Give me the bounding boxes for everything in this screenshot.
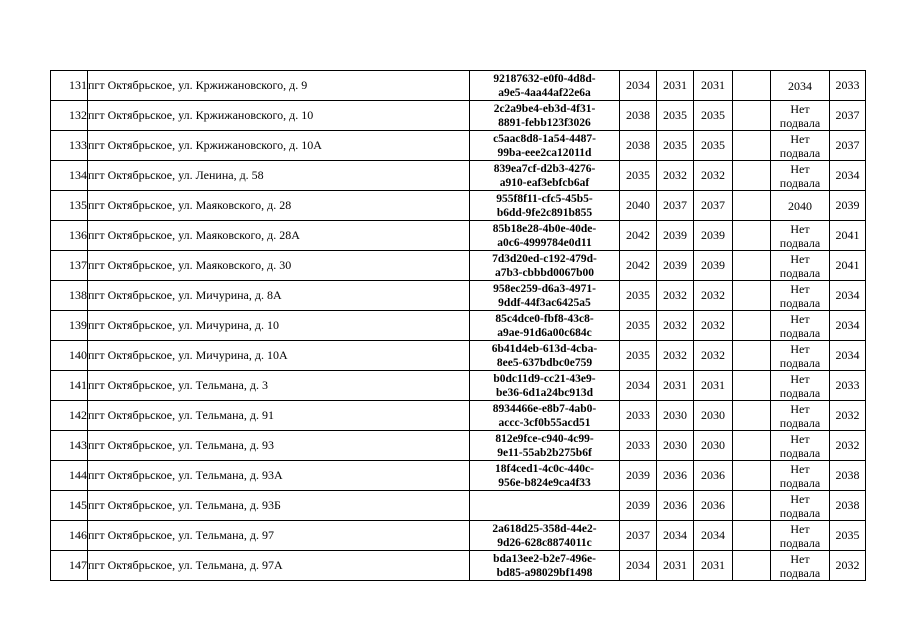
basement-line: подвала [779,475,821,490]
basement-cell [771,71,830,101]
year-cell: 2032 [694,311,733,341]
basement-cell [771,311,830,341]
fias-code-cell [470,251,620,281]
year-cell: 2035 [620,311,657,341]
empty-cell [733,191,771,221]
empty-cell [733,371,771,401]
fias-code-line: a0c6-4999784e0d11 [497,236,592,249]
fias-code-cell [470,371,620,401]
basement-cell [771,221,830,251]
fias-code-cell [470,491,620,521]
row-number-cell: 143 [51,431,88,461]
address-cell: пгт Октябрьское, ул. Маяковского, д. 30 [88,251,470,281]
fias-code-line: bd85-a98029bf1498 [496,566,593,579]
table-row [51,551,866,581]
basement-cell [771,371,830,401]
table-row [51,101,866,131]
empty-cell [733,101,771,131]
housing-table [50,70,866,581]
year-cell: 2032 [694,161,733,191]
fias-code-line: c5aac8d8-1a54-4487- [493,132,596,145]
empty-cell [733,251,771,281]
year-cell: 2036 [694,491,733,521]
year-cell: 2035 [694,101,733,131]
year-cell: 2040 [620,191,657,221]
fias-code-cell [470,191,620,221]
fias-code-cell [470,161,620,191]
basement-line: Нет [790,371,810,386]
year-cell: 2036 [694,461,733,491]
row-number-cell: 144 [51,461,88,491]
year-cell: 2041 [830,251,866,281]
year-cell: 2037 [620,521,657,551]
fias-code-line: 955f8f11-cfc5-45b5- [496,192,593,205]
basement-line: подвала [779,295,821,310]
basement-line: 2034 [788,78,812,93]
year-cell: 2042 [620,251,657,281]
year-cell: 2039 [620,461,657,491]
address-cell: пгт Октябрьское, ул. Маяковского, д. 28А [88,221,470,251]
year-cell: 2032 [694,341,733,371]
year-cell: 2031 [657,551,694,581]
year-cell: 2031 [657,71,694,101]
row-number-cell: 139 [51,311,88,341]
basement-line: подвала [779,415,821,430]
table-row [51,191,866,221]
year-cell: 2032 [657,341,694,371]
basement-line: Нет [790,461,810,476]
row-number-cell: 136 [51,221,88,251]
empty-cell [733,161,771,191]
empty-cell [733,461,771,491]
basement-cell [771,551,830,581]
fias-code-line: b6dd-9fe2c891b855 [496,206,593,219]
fias-code-line: 958ec259-d6a3-4971- [493,282,596,295]
year-cell: 2032 [830,431,866,461]
year-cell: 2036 [657,461,694,491]
address-cell: пгт Октябрьское, ул. Кржижановского, д. 10А [88,131,470,161]
address-cell: пгт Октябрьское, ул. Тельмана, д. 93Б [88,491,470,521]
year-cell: 2033 [620,431,657,461]
address-cell: пгт Октябрьское, ул. Тельмана, д. 97А [88,551,470,581]
row-number-cell: 133 [51,131,88,161]
basement-cell [771,281,830,311]
fias-code-line: a910-eaf3ebfcb6af [499,176,590,189]
empty-cell [733,491,771,521]
year-cell: 2034 [830,281,866,311]
fias-code-cell [470,401,620,431]
year-cell: 2038 [620,101,657,131]
fias-code-line: 8891-febb123f3026 [498,116,591,129]
fias-code-line: accc-3cf0b55acd51 [498,416,591,429]
year-cell: 2031 [694,371,733,401]
year-cell: 2030 [657,431,694,461]
year-cell: 2030 [657,401,694,431]
basement-line: 2040 [788,198,812,213]
fias-code-line: bda13ee2-b2e7-496e- [493,552,596,565]
year-cell: 2030 [694,401,733,431]
year-cell: 2033 [830,71,866,101]
table-row [51,491,866,521]
fias-code-line: 2c2a9be4-eb3d-4f31- [493,102,596,115]
address-cell: пгт Октябрьское, ул. Тельмана, д. 97 [88,521,470,551]
fias-code-line: 9d26-628c8874011c [497,536,592,549]
year-cell: 2035 [694,131,733,161]
row-number-cell: 142 [51,401,88,431]
year-cell: 2034 [830,161,866,191]
year-cell: 2033 [620,401,657,431]
table-row [51,311,866,341]
basement-line: подвала [779,355,821,370]
fias-code-cell [470,71,620,101]
address-cell: пгт Октябрьское, ул. Маяковского, д. 28 [88,191,470,221]
year-cell: 2038 [620,131,657,161]
basement-line: Нет [790,311,810,326]
year-cell: 2034 [620,71,657,101]
fias-code-line: 9ddf-44f3ac6425a5 [498,296,591,309]
year-cell: 2039 [657,251,694,281]
table-row [51,161,866,191]
table-body [51,71,866,581]
basement-cell [771,521,830,551]
basement-line: подвала [779,505,821,520]
table-row [51,371,866,401]
row-number-cell: 137 [51,251,88,281]
year-cell: 2031 [657,371,694,401]
fias-code-cell [470,131,620,161]
fias-code-line: 6b41d4eb-613d-4cba- [491,342,598,355]
row-number-cell: 132 [51,101,88,131]
fias-code-line: 18f4ced1-4c0c-440c- [495,462,594,475]
year-cell: 2033 [830,371,866,401]
year-cell: 2034 [694,521,733,551]
year-cell: 2034 [830,311,866,341]
fias-code-cell [470,281,620,311]
fias-code-cell [470,551,620,581]
fias-code-line: 85c4dce0-fbf8-43c8- [495,312,594,325]
year-cell: 2035 [657,131,694,161]
year-cell: 2039 [694,221,733,251]
address-cell: пгт Октябрьское, ул. Тельмана, д. 93А [88,461,470,491]
year-cell: 2037 [694,191,733,221]
fias-code-cell [470,431,620,461]
basement-line: подвала [779,175,821,190]
basement-line: Нет [790,341,810,356]
table-row [51,521,866,551]
year-cell: 2034 [830,341,866,371]
year-cell: 2037 [830,131,866,161]
empty-cell [733,521,771,551]
address-cell: пгт Октябрьское, ул. Мичурина, д. 10 [88,311,470,341]
year-cell: 2035 [830,521,866,551]
basement-cell [771,251,830,281]
fias-code-line: 839ea7cf-d2b3-4276- [493,162,596,175]
address-cell: пгт Октябрьское, ул. Ленина, д. 58 [88,161,470,191]
empty-cell [733,341,771,371]
basement-line: подвала [779,445,821,460]
basement-line: Нет [790,401,810,416]
basement-cell [771,161,830,191]
basement-cell [771,191,830,221]
year-cell: 2031 [694,71,733,101]
empty-cell [733,221,771,251]
year-cell: 2032 [830,551,866,581]
table-row [51,461,866,491]
year-cell: 2039 [657,221,694,251]
basement-line: Нет [790,251,810,266]
table-row [51,251,866,281]
basement-line: подвала [779,385,821,400]
basement-line: Нет [790,521,810,536]
year-cell: 2037 [657,191,694,221]
fias-code-line: b0dc11d9-cc21-43e9- [493,372,596,385]
row-number-cell: 147 [51,551,88,581]
row-number-cell: 146 [51,521,88,551]
address-cell: пгт Октябрьское, ул. Кржижановского, д. 10 [88,101,470,131]
year-cell: 2032 [830,401,866,431]
fias-code-cell [470,341,620,371]
fias-code-line: 956e-b824e9ca4f33 [498,476,591,489]
fias-code-line: a7b3-cbbbd0067b00 [494,266,595,279]
basement-line: Нет [790,101,810,116]
year-cell: 2035 [620,341,657,371]
year-cell: 2032 [694,281,733,311]
year-cell: 2034 [620,371,657,401]
fias-code-line: a9e5-4aa44af22e6a [498,86,591,99]
basement-line: Нет [790,221,810,236]
year-cell: 2039 [830,191,866,221]
fias-code-line: 9e11-55ab2b275b6f [497,446,592,459]
basement-line: Нет [790,491,810,506]
year-cell: 2032 [657,161,694,191]
basement-cell [771,101,830,131]
year-cell: 2041 [830,221,866,251]
basement-line: Нет [790,281,810,296]
fias-code-cell [470,461,620,491]
year-cell: 2037 [830,101,866,131]
basement-cell [771,341,830,371]
basement-cell [771,401,830,431]
year-cell: 2035 [657,101,694,131]
row-number-cell: 131 [51,71,88,101]
year-cell: 2035 [620,281,657,311]
empty-cell [733,401,771,431]
table-row [51,71,866,101]
basement-line: подвала [779,235,821,250]
address-cell: пгт Октябрьское, ул. Тельмана, д. 91 [88,401,470,431]
address-cell: пгт Октябрьское, ул. Мичурина, д. 8А [88,281,470,311]
year-cell: 2034 [620,551,657,581]
year-cell: 2038 [830,461,866,491]
row-number-cell: 138 [51,281,88,311]
table-row [51,341,866,371]
fias-code-line: a9ae-91d6a00c684c [497,326,592,339]
fias-code-line: 8934466e-e8b7-4ab0- [492,402,597,415]
fias-code-line: 92187632-e0f0-4d8d- [493,72,596,85]
year-cell: 2030 [694,431,733,461]
row-number-cell: 141 [51,371,88,401]
basement-cell [771,491,830,521]
year-cell: 2039 [694,251,733,281]
basement-line: Нет [790,161,810,176]
fias-code-line: 812e9fce-c940-4c99- [495,432,594,445]
basement-cell [771,461,830,491]
table-row [51,131,866,161]
year-cell: 2032 [657,311,694,341]
year-cell: 2038 [830,491,866,521]
basement-line: подвала [779,565,821,580]
row-number-cell: 135 [51,191,88,221]
year-cell: 2034 [657,521,694,551]
year-cell: 2039 [620,491,657,521]
fias-code-cell [470,521,620,551]
fias-code-line: 2a618d25-358d-44e2- [492,522,597,535]
fias-code-line: 85b18e28-4b0e-40de- [492,222,597,235]
year-cell: 2035 [620,161,657,191]
fias-code-line: 8ee5-637bdbc0e759 [496,356,593,369]
empty-cell [733,431,771,461]
basement-line: Нет [790,131,810,146]
basement-line: Нет [790,551,810,566]
fias-code-line: be36-6d1a24bc913d [495,386,594,399]
basement-line: подвала [779,535,821,550]
fias-code-cell [470,101,620,131]
empty-cell [733,281,771,311]
address-cell: пгт Октябрьское, ул. Кржижановского, д. 9 [88,71,470,101]
basement-cell [771,431,830,461]
table-row [51,431,866,461]
empty-cell [733,71,771,101]
basement-line: подвала [779,325,821,340]
row-number-cell: 145 [51,491,88,521]
row-number-cell: 134 [51,161,88,191]
empty-cell [733,551,771,581]
empty-cell [733,131,771,161]
fias-code-cell [470,311,620,341]
fias-code-line: 99ba-eee2ca12011d [497,146,592,159]
year-cell: 2032 [657,281,694,311]
basement-line: подвала [779,115,821,130]
empty-cell [733,311,771,341]
basement-line: Нет [790,431,810,446]
fias-code-cell [470,221,620,251]
year-cell: 2031 [694,551,733,581]
basement-line: подвала [779,145,821,160]
table-row [51,401,866,431]
address-cell: пгт Октябрьское, ул. Тельмана, д. 3 [88,371,470,401]
basement-line: подвала [779,265,821,280]
year-cell: 2036 [657,491,694,521]
year-cell: 2042 [620,221,657,251]
basement-cell [771,131,830,161]
row-number-cell: 140 [51,341,88,371]
fias-code-line: 7d3d20ed-c192-479d- [492,252,597,265]
address-cell: пгт Октябрьское, ул. Тельмана, д. 93 [88,431,470,461]
table-row [51,221,866,251]
address-cell: пгт Октябрьское, ул. Мичурина, д. 10А [88,341,470,371]
table-row [51,281,866,311]
